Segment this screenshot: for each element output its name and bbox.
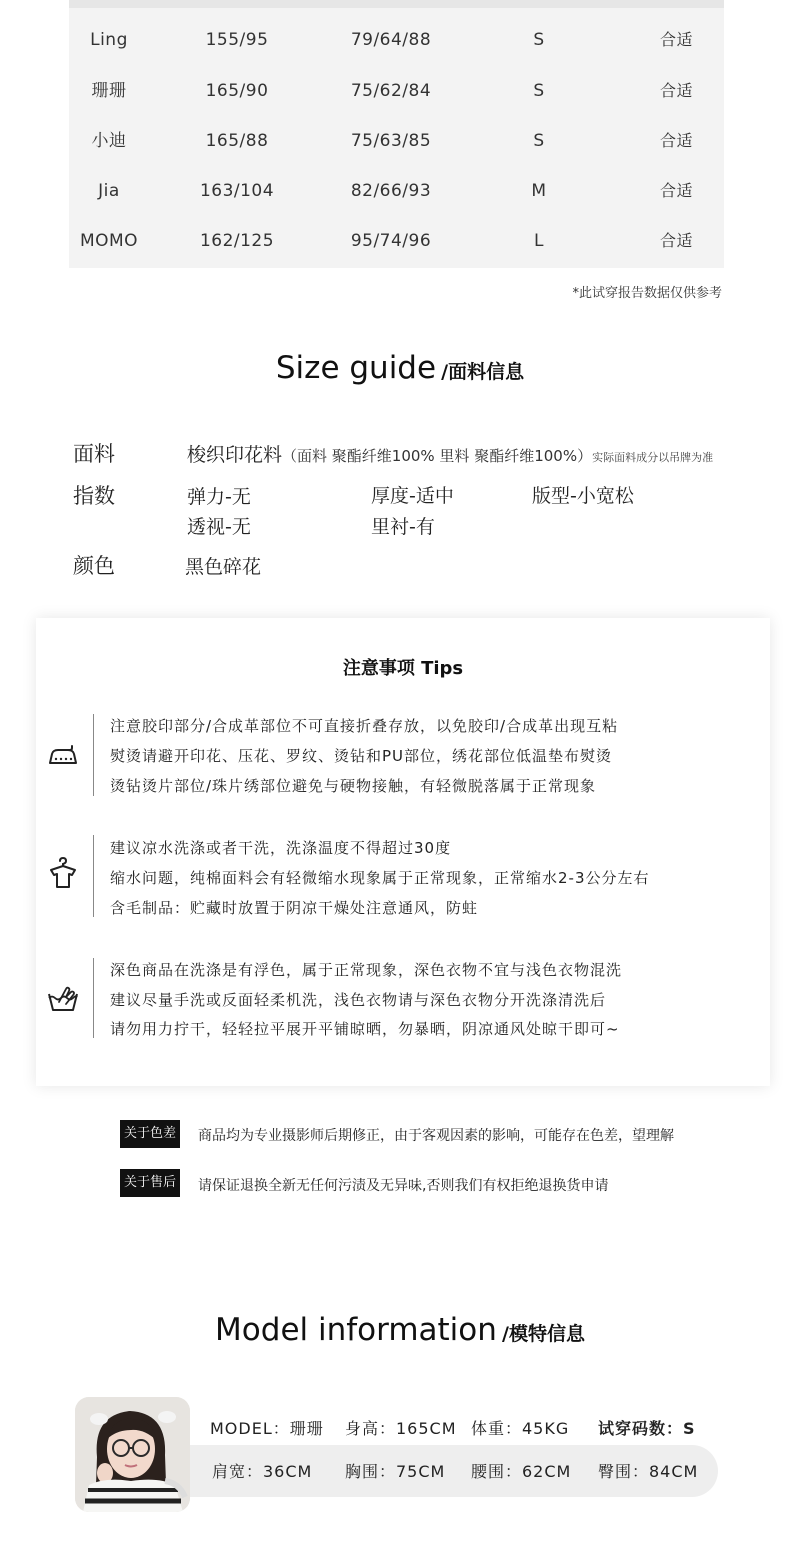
cell-fit-result: 合适 [659,30,693,49]
tip-line: 建议尽量手洗或反面轻柔机洗，浅色衣物请与深色衣物分开洗涤清洗后 [110,991,607,1009]
model-size: 试穿码数：S [598,1419,696,1438]
model-weight: 体重：45KG [471,1419,570,1438]
cell-height-weight: 163/104 [199,181,275,201]
care-tips-card [36,618,770,1086]
size-guide-title-en: Size guide [275,350,437,386]
index-thickness: 厚度-适中 [371,485,454,507]
cell-fit-result: 合适 [659,131,693,150]
color-diff-text: 商品均为专业摄影师后期修正，由于客观因素的影响，可能存在色差，望理解 [198,1128,674,1144]
tip-divider [93,714,94,796]
fabric-name: 梭织印花料 [187,444,283,466]
model-name: MODEL：珊珊 [210,1419,324,1438]
tip-line: 注意胶印部分/合成革部位不可直接折叠存放，以免胶印/合成革出现互粘 [110,717,619,735]
tip-line: 烫钻烫片部位/珠片绣部位避免与硬物接触，有轻微脱落属于正常现象 [110,777,597,795]
cell-height-weight: 165/88 [205,131,269,151]
cell-fit-result: 合适 [659,81,693,100]
model-hip: 臀围：84CM [598,1462,699,1481]
tips-title: 注意事项 Tips [342,658,464,679]
fabric-composition: （面料 聚酯纤维100% 里料 聚酯纤维100%） [282,447,593,465]
cell-height-weight: 165/90 [205,81,269,101]
index-label: 指数 [73,484,115,508]
cell-tester-name: 小迪 [91,131,127,151]
cell-fit-result: 合适 [659,181,693,200]
cell-tester-name: Ling [90,30,128,50]
size-guide-title-cn: /面料信息 [441,361,525,383]
after-sales-tag: 关于售后 [120,1169,180,1197]
model-info-title-cn: /模特信息 [502,1323,585,1345]
tip-line: 请勿用力拧干，轻轻拉平展开平铺晾晒，勿暴晒，阴凉通风处晾干即可~ [110,1020,620,1038]
table-top-border [69,0,724,8]
model-info-title-en: Model information [215,1312,497,1348]
color-label: 颜色 [73,554,115,578]
cell-bust-waist-hip: 95/74/96 [350,231,432,251]
model-shoulder: 肩宽：36CM [212,1462,313,1481]
color-diff-tag: 关于色差 [120,1120,180,1148]
cell-fit-result: 合适 [659,231,693,250]
table-row [69,221,724,261]
cell-tester-name: Jia [98,181,120,201]
cell-bust-waist-hip: 75/62/84 [350,81,432,101]
cell-size: M [531,181,547,201]
cell-bust-waist-hip: 79/64/88 [350,30,432,50]
fabric-label: 面料 [73,442,115,466]
cell-tester-name: 珊珊 [91,81,127,101]
cell-bust-waist-hip: 75/63/85 [350,131,432,151]
cell-height-weight: 162/125 [199,231,275,251]
table-row [69,20,724,60]
cell-height-weight: 155/95 [205,30,269,50]
fabric-value [187,440,713,467]
index-transparency: 透视-无 [187,516,251,538]
model-waist: 腰围：62CM [471,1462,572,1481]
model-height: 身高：165CM [345,1419,457,1438]
cell-size: S [533,81,545,101]
fit-report-note: *此试穿报告数据仅供参考 [572,286,722,301]
cell-size: L [534,231,544,251]
model-chest: 胸围：75CM [345,1462,446,1481]
tip-divider [93,835,94,917]
cell-tester-name: MOMO [79,231,139,251]
table-row [69,121,724,161]
table-row [69,71,724,111]
iron-icon [46,738,80,772]
table-row [69,171,724,211]
tip-line: 含毛制品：贮藏时放置于阴凉干燥处注意通风，防蛀 [110,899,479,917]
index-elasticity: 弹力-无 [187,486,251,508]
tip-line: 缩水问题，纯棉面料会有轻微缩水现象属于正常现象，正常缩水2-3公分左右 [110,869,650,887]
cell-bust-waist-hip: 82/66/93 [350,181,432,201]
tip-line: 熨烫请避开印花、压花、罗纹、烫钻和PU部位，绣花部位低温垫布熨烫 [110,747,613,765]
model-info-title [0,1312,800,1348]
cell-size: S [533,131,545,151]
tip-line: 建议凉水洗涤或者干洗，洗涤温度不得超过30度 [110,839,452,857]
tip-line: 深色商品在洗涤是有浮色，属于正常现象，深色衣物不宜与浅色衣物混洗 [110,961,623,979]
hanging-shirt-icon [46,856,80,890]
size-guide-title [0,350,800,386]
cell-size: S [533,30,545,50]
index-fit: 版型-小宽松 [532,485,634,507]
fabric-tag-note: 实际面料成分以吊牌为准 [592,451,714,464]
index-lining: 里衬-有 [371,516,435,538]
fit-report-table [69,0,724,268]
after-sales-text: 请保证退换全新无任何污渍及无异味,否则我们有权拒绝退换货申请 [198,1178,609,1194]
color-value: 黑色碎花 [185,556,262,578]
model-photo [75,1397,190,1512]
tip-divider [93,958,94,1038]
hand-wash-icon [46,980,80,1014]
